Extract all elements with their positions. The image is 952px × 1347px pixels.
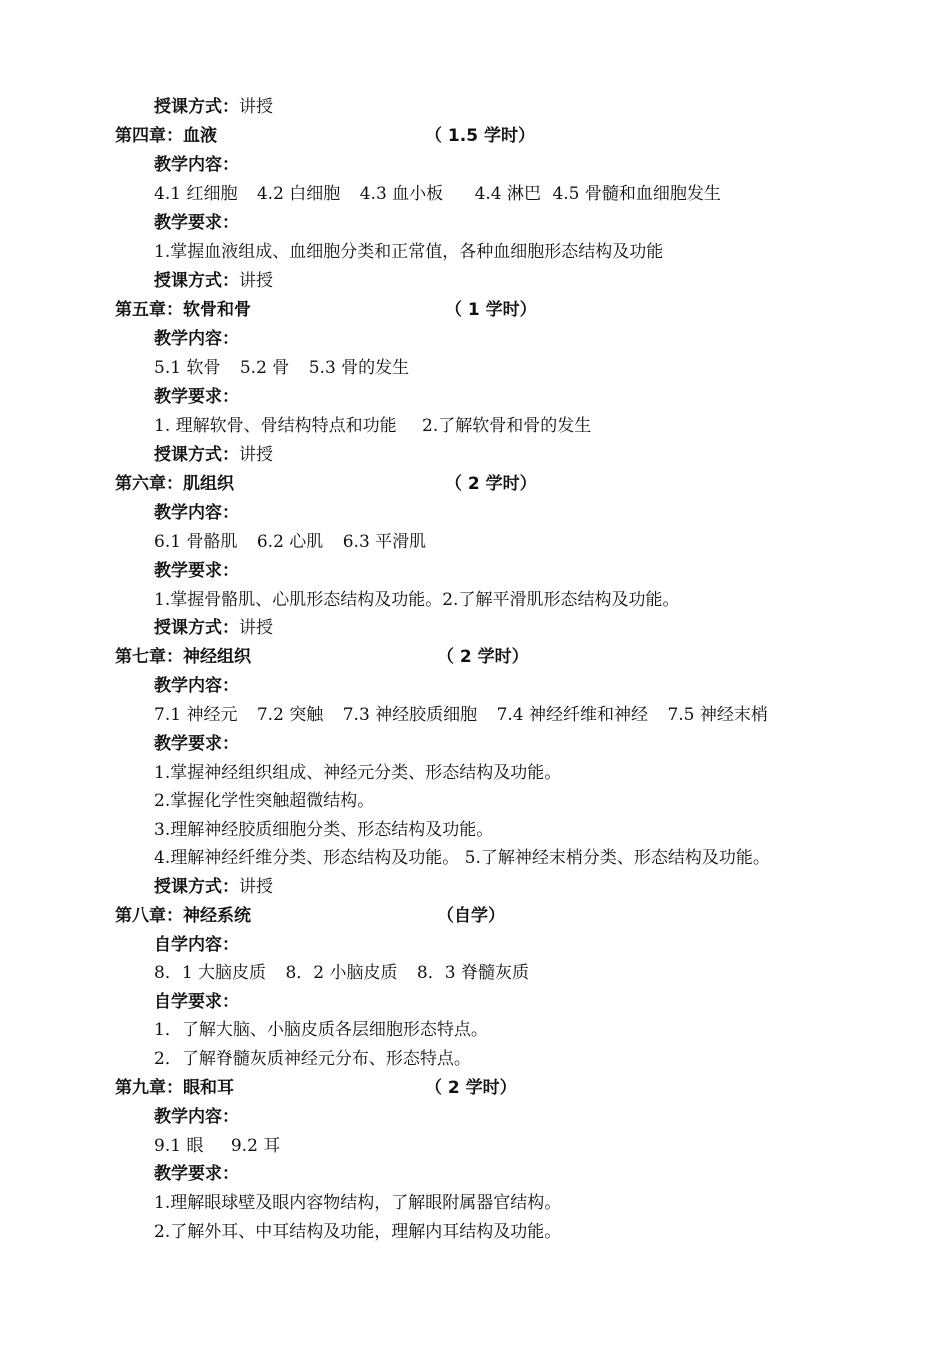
content-item: 5.1 软骨 [154,358,221,378]
chapter-hours: （ 1 学时） [445,300,537,320]
chapter-title: 第六章：肌组织 [115,474,234,494]
content-items [154,704,768,726]
chapter-hours: （ 2 学时） [437,647,529,667]
requirement-item: 2.了解软骨和骨的发生 [422,416,592,436]
requirement-line: 2.掌握化学性突触超微结构。 [154,791,375,811]
method-value: 讲授 [239,877,273,897]
method-value: 讲授 [239,271,273,291]
method-label: 授课方式： [154,877,239,897]
content-item: 6.2 心肌 [256,532,324,552]
method-label: 授课方式： [154,445,239,465]
content-item: 7.1 神经元 [154,705,238,725]
content-item: 7.5 神经末梢 [667,705,768,725]
chapter-hours: （ 2 学时） [425,1078,517,1098]
chapter-hours: （自学） [437,906,505,926]
requirement-line: 4.理解神经纤维分类、形态结构及功能。 5.了解神经末梢分类、形态结构及功能。 [154,848,770,868]
content-item: 4.2 白细胞 [256,184,341,204]
content-item: 4.5 骨髓和血细胞发生 [552,184,721,204]
content-item: 4.3 血小板 [359,184,444,204]
content-item: 7.4 神经纤维和神经 [496,705,649,725]
chapter-title: 第五章：软骨和骨 [115,300,251,320]
content-items [154,1135,280,1157]
teaching-method [154,876,273,898]
content-items [154,357,409,379]
method-value: 讲授 [239,97,273,117]
content-item: 4.1 红细胞 [154,184,238,204]
method-value: 讲授 [239,445,273,465]
requirement-item: 1. 理解软骨、骨结构特点和功能 [154,416,397,436]
content-label: 教学内容： [154,1107,239,1127]
chapter-title: 第九章：眼和耳 [115,1078,234,1098]
requirements-label: 教学要求： [154,1164,239,1184]
chapter-title: 第七章：神经组织 [115,647,251,667]
content-items [154,531,426,553]
content-item: 8．2 小脑皮质 [285,963,398,983]
method-label: 授课方式： [154,271,239,291]
content-items [154,962,529,984]
requirement-line: 1.掌握血液组成、血细胞分类和正常值，各种血细胞形态结构及功能 [154,242,664,262]
content-item: 6.1 骨骼肌 [154,532,238,552]
teaching-method [154,96,273,118]
requirement-line: 1．了解大脑、小脑皮质各层细胞形态特点。 [154,1020,488,1040]
requirement-line: 1.掌握骨骼肌、心肌形态结构及功能。2.了解平滑肌形态结构及功能。 [154,590,680,610]
requirement-line: 2．了解脊髓灰质神经元分布、形态特点。 [154,1049,471,1069]
content-item: 5.3 骨的发生 [308,358,410,378]
chapter-title: 第八章：神经系统 [115,906,251,926]
content-item: 8．1 大脑皮质 [154,963,267,983]
chapter-title: 第四章：血液 [115,126,217,146]
content-item: 6.3 平滑肌 [342,532,427,552]
requirements-label: 自学要求： [154,992,239,1012]
requirement-line: 1.掌握神经组织组成、神经元分类、形态结构及功能。 [154,763,562,783]
method-value: 讲授 [239,618,273,638]
requirements-label: 教学要求： [154,561,239,581]
content-item: 4.4 淋巴 [474,184,542,204]
requirement-line: 2.了解外耳、中耳结构及功能，理解内耳结构及功能。 [154,1222,562,1242]
requirement-line: 1.理解眼球壁及眼内容物结构，了解眼附属器官结构。 [154,1193,562,1213]
teaching-method [154,270,273,292]
teaching-method [154,444,273,466]
requirements-label: 教学要求： [154,213,239,233]
chapter-hours: （ 1.5 学时） [425,126,535,146]
content-item: 9.2 耳 [230,1136,281,1156]
method-label: 授课方式： [154,618,239,638]
content-item: 7.2 突触 [256,705,324,725]
content-label: 教学内容： [154,503,239,523]
chapter-hours: （ 2 学时） [445,474,537,494]
content-items [154,183,721,205]
content-label: 教学内容： [154,329,239,349]
content-label: 教学内容： [154,155,239,175]
requirements-label: 教学要求： [154,734,239,754]
content-label: 自学内容： [154,935,239,955]
content-item: 9.1 眼 [154,1136,204,1156]
teaching-method [154,617,273,639]
content-label: 教学内容： [154,676,239,696]
requirements-label: 教学要求： [154,387,239,407]
content-item: 7.3 神经胶质细胞 [342,705,478,725]
requirement-line [154,415,591,437]
method-label: 授课方式： [154,97,239,117]
content-item: 5.2 骨 [239,358,290,378]
content-item: 8．3 脊髓灰质 [416,963,529,983]
requirement-line: 3.理解神经胶质细胞分类、形态结构及功能。 [154,820,494,840]
